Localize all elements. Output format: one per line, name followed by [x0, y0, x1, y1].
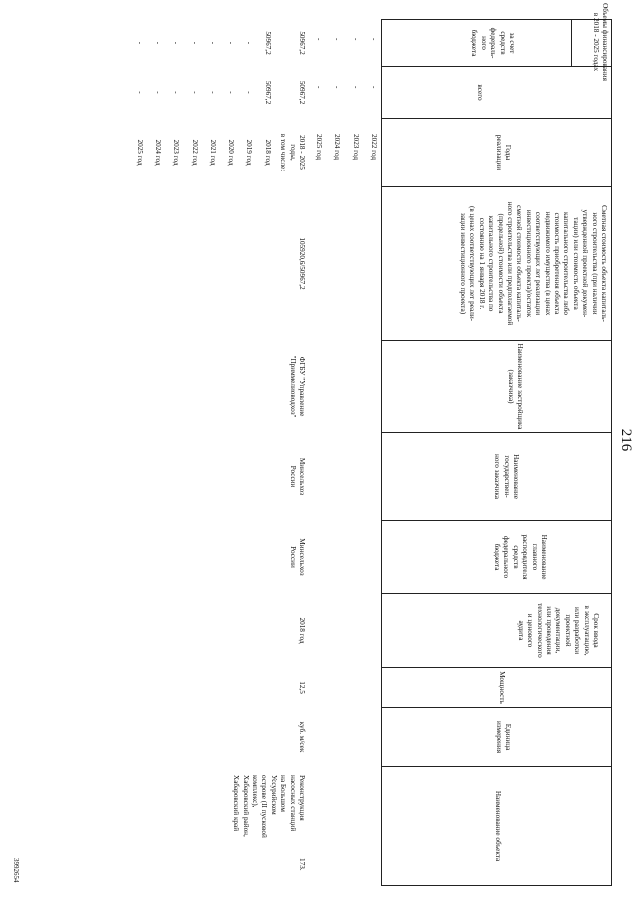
item-row-federal-7: - [135, 41, 144, 45]
item-row-year-2: 2020 год [227, 139, 236, 166]
item-name-line-1: насосных станций [288, 775, 297, 832]
header-manager-3: средств [511, 545, 520, 569]
top-row-year-2: 2024 год [333, 134, 342, 160]
item-row-year-6: 2024 год [154, 139, 162, 166]
header-estimated-cost-12: капитального строительства по [487, 215, 496, 312]
header-years-0: Годы [504, 144, 512, 161]
item-row-total-7: - [135, 91, 144, 94]
header-object-name: Наименование объекта [494, 790, 502, 862]
item-row-total-0: 50967,2 [263, 80, 272, 105]
header-commissioning-7: и ценового [526, 613, 535, 648]
header-years-1: реализации [494, 134, 503, 171]
item-row-federal-5: - [172, 41, 181, 45]
item-row-federal-0: 50967,2 [263, 31, 272, 55]
header-estimated-cost-2: утвержденной проектной докумен- [581, 209, 590, 318]
item-name-line-7: Хабаровский край [232, 775, 241, 832]
item-row-total-1: - [245, 91, 254, 94]
col-sep-1 [382, 66, 612, 67]
item-estimated-cost: 105920,6/50967,2 [298, 237, 306, 290]
item-row-total-6: - [154, 91, 162, 94]
header-commissioning-6: технологического [535, 603, 544, 658]
item-row-total-5: - [172, 91, 181, 94]
header-commissioning-2: или разработки [573, 606, 582, 655]
header-customer-1: государствен- [502, 455, 511, 498]
top-row-federal-1: - [351, 38, 360, 41]
header-manager-4: федерального [502, 535, 511, 579]
item-row-year-5: 2023 год [172, 139, 181, 166]
item-unit: куб. м/сек [298, 721, 306, 753]
header-customer-0: Наименование [512, 454, 520, 499]
header-estimated-cost-4: капитального строительства либо [562, 211, 571, 316]
top-row-total-1: - [351, 86, 360, 89]
header-estimated-cost-8: инвестиционного проекта)/остаток [524, 209, 533, 318]
header-unit-0: Единица [504, 723, 512, 751]
header-estimated-cost-10: ного строительства или предполагаемой [506, 201, 514, 326]
header-estimated-cost-15: зации инвестиционного проекта) [459, 212, 467, 315]
item-name-line-2: на Большом [279, 775, 288, 812]
item-row-year-7: 2025 год [135, 139, 144, 166]
item-row-federal-2: - [227, 41, 236, 45]
page-number: 216 [618, 428, 634, 452]
item-row-federal-3: - [208, 41, 217, 45]
header-commissioning-8: аудита [516, 620, 525, 641]
header-commissioning-5: или проведения [545, 606, 553, 655]
top-row-federal-3: - [315, 38, 324, 41]
item-developer-line-0: ФГБУ "Управление [298, 356, 306, 417]
header-federal-1: средств [498, 31, 507, 55]
top-row-total-2: - [333, 86, 342, 89]
header-manager-5: бюджета [493, 543, 501, 571]
item-period-total: 50967,2 [298, 80, 306, 105]
col-sep-4 [382, 340, 612, 341]
item-name-line-0: Реконструкция [298, 775, 306, 821]
item-row-year-3: 2021 год [208, 139, 217, 166]
header-federal-2: федераль- [489, 27, 498, 59]
item-capacity: 12,5 [298, 681, 306, 694]
header-estimated-cost-13: состоянию на 1 января 2018 г. [477, 217, 486, 310]
header-manager-0: Наименование [540, 534, 548, 580]
item-name-line-4: острове (II пусковой [260, 775, 269, 838]
item-row-federal-6: - [154, 41, 162, 45]
header-commissioning-3: проектной [563, 614, 572, 647]
header-commissioning-1: в эксплуатацию, [582, 605, 591, 656]
item-customer-line-0: Минсельхоз [298, 457, 306, 496]
header-commissioning-4: документации, [554, 607, 563, 654]
item-period-line-0: 2018 - 2025 [298, 135, 306, 170]
table-top-rule [611, 19, 612, 886]
top-row-federal-2: - [333, 38, 342, 41]
item-customer-line-1: России [288, 465, 297, 488]
document-sheet: 216 Объемы финансирования в 2018 - 2025 годах Наименование объекта Единица измерения Мощность Срок ввода в эксплуатацию, или разработки проектной документации, или проведения технологического и ценового аудита Наименование главного распорядителя средств федерального бюджета Наименование государствен- ного заказчика Наименование застройщика (заказчика) Сметная стоимость объекта капиталь- ного строительства (при наличии утвержденной проектной докумен- тации) или стоимость объекта капитального строительства либо стоимость приобретения объекта недвижимого имущества (в ценах соответствующих лет реализации инвестиционного проекта)/остаток сметной стоимости объекта капиталь- ного строительства или предполагаемой (предельной) стоимости объекта капитального строительства по состоянию на 1 января 2018 г. (в ценах соответствующих лет реали- зации инвестиционного проекта) Годы реализации всего за счет средств федераль- ного бюджета 2022 год - - 2023 год - - 2024 год - - 2025 год - - 173. Реконструкция насосных станций на Большом Уссурийском острове (II пусковой комплекс), Хабаровский район, Хабаровский край куб. м/сек 12,5 2018 год Минсельхоз России Минсельхоз России ФГБУ "Управление "Приммелиоводхоз" 105920,6/50967,2 2018 - 2025 годы, в том числе: 50967,2 50967,2 2018 год 50967,2 50967,2 2019 год - - 2020 год - - 2021 год - - 2022 год - - 2023 год - - 2024 год - - 2025 год - - 3992654 [0, 0, 640, 905]
item-row-total-4: - [190, 91, 199, 94]
item-commissioning: 2018 год [298, 617, 306, 644]
item-row-federal-1: - [245, 41, 254, 45]
item-row-year-0: 2018 год [263, 139, 272, 166]
table-right-rule [382, 885, 612, 886]
item-period-federal: 50967,2 [298, 31, 306, 55]
header-estimated-cost-3: тации) или стоимость объекта [571, 217, 580, 310]
item-name-line-5: комплекс), [251, 775, 259, 808]
header-total: всего [476, 84, 484, 101]
item-name-line-6: Хабаровский район, [241, 775, 250, 837]
header-estimated-cost-0: Сметная стоимость объекта капиталь- [600, 205, 608, 322]
item-row-federal-4: - [190, 41, 199, 45]
item-row-year-1: 2019 год [245, 139, 254, 166]
header-manager-1: главного [530, 543, 539, 571]
header-estimated-cost-7: соответствующих лет реализации [534, 211, 543, 316]
header-estimated-cost-6: недвижимого имущества (в ценах [543, 211, 552, 316]
header-commissioning-0: Срок ввода [592, 613, 600, 648]
header-estimated-cost-14: (в ценах соответствующих лет реали- [468, 205, 477, 322]
top-row-federal-0: - [370, 38, 378, 41]
header-developer-1: (заказчика) [506, 369, 515, 404]
item-row-total-2: - [227, 91, 236, 94]
top-row-total-3: - [315, 86, 324, 89]
funding-divider [571, 19, 572, 66]
item-number: 173. [298, 858, 306, 871]
item-developer-line-1: "Приммелиоводхоз" [288, 355, 297, 418]
item-row-total-3: - [208, 91, 217, 94]
item-period-line-2: в том числе: [279, 133, 288, 172]
item-period-line-1: годы, [288, 144, 297, 161]
header-federal-4: бюджета [470, 29, 479, 57]
header-manager-2: распорядителя [521, 534, 530, 580]
header-unit-1: измерения [494, 720, 503, 754]
top-row-year-0: 2022 год [370, 134, 378, 160]
header-developer-0: Наименование застройщика [516, 343, 524, 430]
top-row-total-0: - [370, 86, 378, 89]
top-row-year-3: 2025 год [315, 134, 324, 160]
item-manager-line-0: Минсельхоз [298, 538, 306, 576]
header-bottom-rule [381, 19, 382, 886]
header-estimated-cost-11: (предельной) стоимости объекта [496, 213, 505, 314]
header-estimated-cost-1: ного строительства (при наличии [590, 212, 599, 315]
header-estimated-cost-9: сметной стоимости объекта капиталь- [515, 205, 524, 322]
item-manager-line-1: России [288, 546, 297, 568]
header-customer-2: ного заказчика [493, 454, 502, 499]
header-federal-3: ного [479, 36, 488, 50]
item-name-line-3: Уссурийском [269, 775, 278, 815]
header-estimated-cost-5: стоимость приобретения объекта [553, 212, 561, 315]
top-row-year-1: 2023 год [351, 134, 360, 160]
header-federal-0: за счет [508, 32, 516, 54]
document-id: 3992654 [12, 858, 20, 883]
item-row-year-4: 2022 год [190, 139, 199, 166]
header-capacity: Мощность [498, 671, 506, 704]
